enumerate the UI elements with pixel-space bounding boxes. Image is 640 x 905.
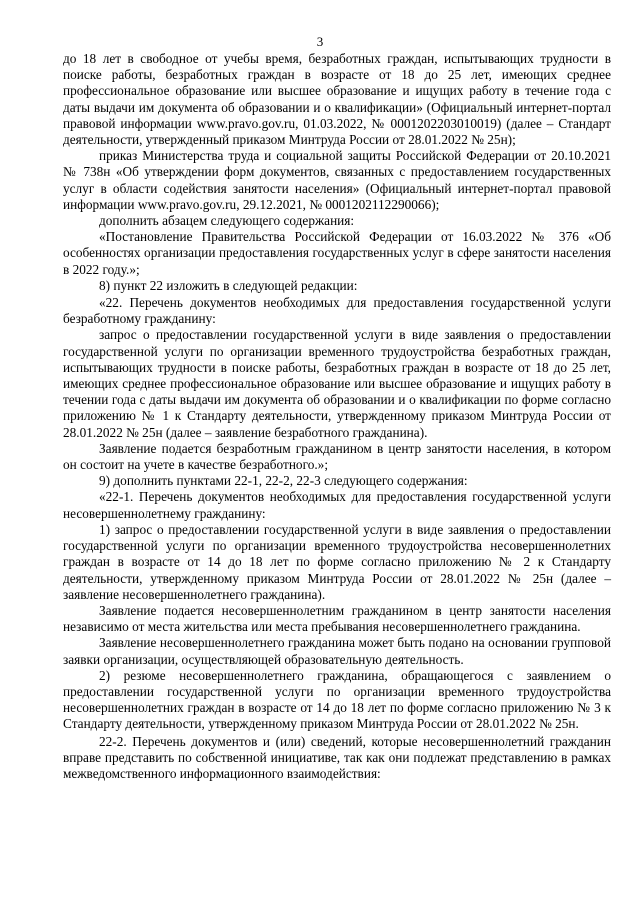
paragraph-clause-22-1-item-2: 2) резюме несовершеннолетнего гражданина, обращающегося с заявлением о предоставлении государственной услуги по организации временного трудоустройства несовершеннолетних граждан в возрасте от 14 до 18 лет по форме согласно приложению № 3 к Стандарту деятельности, утвержденному приказом Минтруда России от 28.01.2022 № 25н.: [63, 667, 611, 732]
paragraph-clause-22-2: 22-2. Перечень документов и (или) сведений, которые несовершеннолетний гражданин вправе представить по собственной инициативе, так как они подлежат представлению в рамках межведомственного информационного взаимодействия:: [63, 733, 611, 781]
paragraph-item-9: 9) дополнить пунктами 22-1, 22-2, 22-3 следующего содержания:: [99, 473, 468, 489]
paragraph-clause-22-1-group-request: Заявление несовершеннолетнего гражданина может быть подано на основании групповой заявки организации, осуществляющей образовательную деятельность.: [63, 635, 611, 667]
paragraph-add-clause: дополнить абзацем следующего содержания:: [99, 213, 355, 229]
page-number: 3: [316, 34, 324, 49]
paragraph-standard-reference: до 18 лет в свободное от учебы время, безработных граждан, испытывающих трудности в поиске работы, безработных граждан в возрасте от 18 до 25 лет, имеющих среднее профессиональное образование или высшее образование и ищущих работу в течение года с даты выдачи им документа об образовании и о квалификации» (Официальный интернет-портал правовой информации www.pravo.gov.ru, 01.03.2022, № 0001202203010019) (далее – Стандарт деятельности, утвержденный приказом Минтруда России от 28.01.2022 № 25н);: [63, 51, 611, 148]
paragraph-order-738n: приказ Министерства труда и социальной защиты Российской Федерации от 20.10.2021 № 738н «Об утверждении форм документов, связанных с предоставлением государственных услуг в области содействия занятости населения» (Официальный интернет-портал правовой информации www.pravo.gov.ru, 29.12.2021, № 0001202112290066);: [63, 148, 611, 212]
paragraph-clause-22-submission: Заявление подается безработным гражданином в центр занятости населения, в котором он состоит на учете в качестве безработного.»;: [63, 440, 611, 473]
paragraph-resolution-376: «Постановление Правительства Российской Федерации от 16.03.2022 № 376 «Об особенностях организации предоставления государственных услуг в сфере занятости населения в 2022 году.»;: [63, 229, 611, 277]
paragraph-clause-22-request: запрос о предоставлении государственной услуги в виде заявления о предоставлении государственной услуги по организации временного трудоустройства безработных граждан, испытывающих трудности в поиске работы, безработных граждан в возрасте от 18 до 25 лет, имеющих среднее профессиональное образование или высшее образование и ищущих работу в течении года с даты выдачи им документа об образовании и о квалификации по форме согласно приложению № 1 к Стандарту деятельности, утвержденному приказом Минтруда России от 28.01.2022 № 25н (далее – заявление безработного гражданина).: [63, 327, 611, 440]
paragraph-clause-22-1: «22-1. Перечень документов необходимых для предоставления государственной услуги несовершеннолетнему гражданину:: [63, 489, 611, 521]
paragraph-item-8: 8) пункт 22 изложить в следующей редакции:: [99, 277, 358, 293]
paragraph-clause-22-1-submission: Заявление подается несовершеннолетним гражданином в центр занятости населения независимо от места жительства или места пребывания несовершеннолетнего гражданина.: [63, 602, 611, 635]
paragraph-clause-22-1-item-1: 1) запрос о предоставлении государственной услуги в виде заявления о предоставлении государственной услуги по организации временного трудоустройства несовершеннолетних граждан в возрасте от 14 до 18 лет по форме согласно приложению № 2 к Стандарту деятельности, утвержденному приказом Минтруда России от 28.01.2022 № 25н (далее – заявление несовершеннолетнего гражданина).: [63, 521, 611, 602]
paragraph-clause-22: «22. Перечень документов необходимых для предоставления государственной услуги безработному гражданину:: [63, 295, 611, 327]
document-body: [63, 51, 611, 782]
